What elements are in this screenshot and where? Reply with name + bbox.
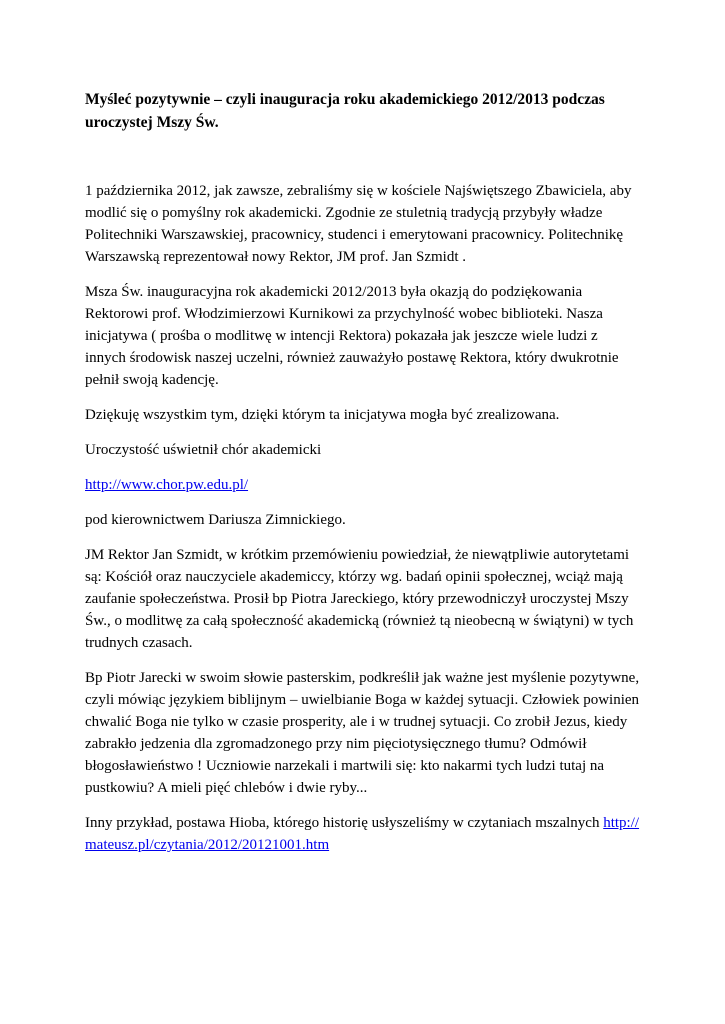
readings-link[interactable]: http://mateusz.pl/czytania/2012/20121001.htm <box>85 815 640 853</box>
paragraph-job-example <box>85 812 641 856</box>
paragraph-bishop-homily: Bp Piotr Jarecki w swoim słowie pasterskim, podkreślił jak ważne jest myślenie pozytywne, czyli mówiąc językiem biblijnym – uwielbianie Boga w każdej sytuacji. Człowiek powinien chwalić Boga nie tylko w czasie prosperity, ale i w trudnej sytuacji. Co zrobił Jezus, kiedy zabrakło jedzenia dla zgromadzonego przy nim pięciotysięcznego tłumu? Odmówił błogosławieństwo ! Uczniowie narzekali i martwili się: kto nakarmi tych ludzi tutaj na pustkowiu? A mieli pięć chlebów i dwie ryby... <box>85 670 640 796</box>
paragraph-thanks: Dziękuję wszystkim tym, dzięki którym ta inicjatywa mogła być zrealizowana. <box>85 407 560 423</box>
paragraph-choir-link <box>85 474 641 496</box>
paragraph-intro: 1 października 2012, jak zawsze, zebraliśmy się w kościele Najświętszego Zbawiciela, aby modlić się o pomyślny rok akademicki. Zgodnie ze stuletnią tradycją przybyły władze Politechniki Warszawskiej, pracownicy, studenci i emerytowani pracownicy. Politechnikę Warszawską reprezentował nowy Rektor, JM prof. Jan Szmidt . <box>85 183 632 265</box>
paragraph-choir: Uroczystość uświetnił chór akademicki <box>85 442 322 458</box>
paragraph-mass-thanks: Msza Św. inauguracyjna rok akademicki 2012/2013 była okazją do podziękowania Rektorowi prof. Włodzimierzowi Kurnikowi za przychylność wobec biblioteki. Nasza inicjatywa ( prośba o modlitwę w intencji Rektora) pokazała jak jeszcze wiele ludzi z innych środowisk naszej uczelni, również zauważyło postawę Rektora, który dwukrotnie pełnił swoją kadencję. <box>85 284 619 388</box>
paragraph-conductor: pod kierownictwem Dariusza Zimnickiego. <box>85 512 346 528</box>
paragraph-job-example-text: Inny przykład, postawa Hioba, którego historię usłyszeliśmy w czytaniach mszalnych <box>85 815 604 831</box>
document-title: Myśleć pozytywnie – czyli inauguracja roku akademickiego 2012/2013 podczas uroczystej Mszy Św. <box>85 91 605 131</box>
choir-link[interactable]: http://www.chor.pw.edu.pl/ <box>85 477 249 493</box>
paragraph-rector-speech: JM Rektor Jan Szmidt, w krótkim przemówieniu powiedział, że niewątpliwie autorytetami są: Kościół oraz nauczyciele akademiccy, którzy wg. badań opinii społecznej, wciąż mają zaufanie społeczeństwa. Prosił bp Piotra Jareckiego, który przewodniczył uroczystej Mszy Św., o modlitwę za całą społeczność akademicką (również tą nieobecną w świątyni) w tych trudnych czasach. <box>85 547 634 651</box>
